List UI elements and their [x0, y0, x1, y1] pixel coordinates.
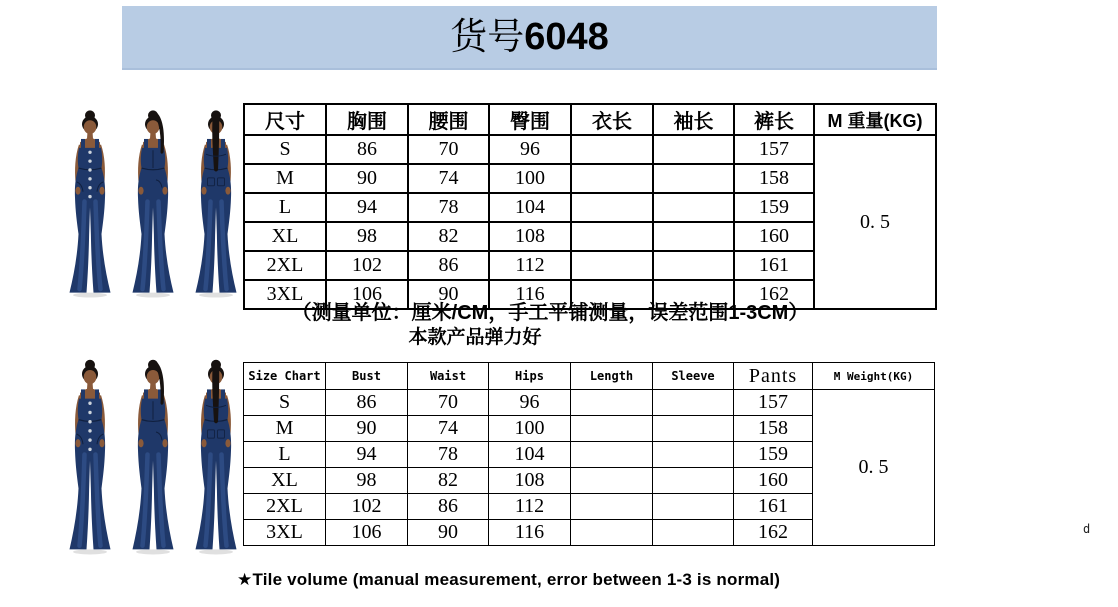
col-sleeve-header: Sleeve: [653, 363, 734, 390]
table-cell: XL: [244, 468, 326, 494]
table-cell: 70: [408, 135, 489, 164]
table-cell: 104: [489, 193, 571, 222]
table-cell: 98: [326, 222, 408, 251]
col-bust-header: Bust: [326, 363, 408, 390]
table-cell: 100: [489, 416, 571, 442]
col-pants-header: Pants: [734, 363, 813, 390]
table-cell: 100: [489, 164, 571, 193]
table-cell: L: [244, 193, 326, 222]
table-cell: 86: [326, 390, 408, 416]
table-cell: 112: [489, 251, 571, 280]
table-cell: [571, 135, 653, 164]
table-cell: 70: [408, 390, 489, 416]
table-cell: 96: [489, 135, 571, 164]
table-cell: 86: [408, 494, 489, 520]
table-cell: [571, 251, 653, 280]
table-cell: 161: [734, 494, 813, 520]
model-front-view: [70, 110, 111, 297]
table-cell: 116: [489, 520, 571, 546]
model-side-view: [133, 110, 174, 297]
table-cell: [571, 416, 653, 442]
table-cell: [571, 468, 653, 494]
table-row: [244, 390, 935, 416]
item-number-label: 货号: [450, 16, 525, 58]
table-cell: 116: [489, 280, 571, 309]
table-cell: 90: [408, 280, 489, 309]
table-cell: [653, 135, 734, 164]
table-cell: 86: [326, 135, 408, 164]
table-cell: 102: [326, 251, 408, 280]
table-cell: 86: [408, 251, 489, 280]
table-cell: [571, 520, 653, 546]
table-cell: [653, 164, 734, 193]
table-cell: [653, 468, 734, 494]
table-cell: 160: [734, 468, 813, 494]
table-cell: XL: [244, 222, 326, 251]
table-cell: 160: [734, 222, 814, 251]
table-cell: 94: [326, 442, 408, 468]
col-length-header: 衣长: [571, 104, 653, 135]
table-cell: S: [244, 135, 326, 164]
table-cell: 82: [408, 468, 489, 494]
table-cell: 3XL: [244, 280, 326, 309]
table-cell: 157: [734, 390, 813, 416]
model-back-view: [196, 110, 237, 297]
table-cell: [653, 390, 734, 416]
table-cell: L: [244, 442, 326, 468]
table-cell: 2XL: [244, 251, 326, 280]
table-cell: [653, 442, 734, 468]
table-cell: 78: [408, 193, 489, 222]
table-cell: [571, 193, 653, 222]
item-number-value: 6048: [524, 16, 609, 58]
table-cell: 98: [326, 468, 408, 494]
table-header-row: [244, 363, 935, 390]
table-cell: 106: [326, 520, 408, 546]
table-cell: [571, 442, 653, 468]
table-cell: 90: [326, 416, 408, 442]
col-waist-header: 腰围: [408, 104, 489, 135]
table-cell: 74: [408, 416, 489, 442]
table-cell: 158: [734, 416, 813, 442]
table-cell: 2XL: [244, 494, 326, 520]
product-photo-top: [58, 103, 245, 300]
table-cell: 90: [408, 520, 489, 546]
table-cell: 158: [734, 164, 814, 193]
table-cell: 161: [734, 251, 814, 280]
col-length-header: Length: [571, 363, 653, 390]
col-hips-header: Hips: [489, 363, 571, 390]
table-cell: 108: [489, 222, 571, 251]
table-cell: [653, 494, 734, 520]
table-cell: 157: [734, 135, 814, 164]
table-cell: 162: [734, 520, 813, 546]
col-size-header: Size Chart: [244, 363, 326, 390]
col-bust-header: 胸围: [326, 104, 408, 135]
table-cell: 159: [734, 193, 814, 222]
table-cell: 108: [489, 468, 571, 494]
table-cell: [653, 251, 734, 280]
table-cell: [571, 494, 653, 520]
table-cell: [653, 222, 734, 251]
table-cell: 102: [326, 494, 408, 520]
table-cell: 78: [408, 442, 489, 468]
table-cell: 159: [734, 442, 813, 468]
table-cell: M: [244, 416, 326, 442]
table-cell: 74: [408, 164, 489, 193]
measurement-note: （测量单位：厘米/CM，手工平铺测量，误差范围1-3CM）: [291, 302, 809, 324]
table-header-row: [244, 104, 936, 135]
table-cell: 82: [408, 222, 489, 251]
table-cell: [571, 390, 653, 416]
table-cell: [653, 193, 734, 222]
table-cell: [571, 164, 653, 193]
col-sleeve-header: 袖长: [653, 104, 734, 135]
table-cell: S: [244, 390, 326, 416]
col-weight-header: M 重量(KG): [814, 104, 936, 135]
table-cell: 112: [489, 494, 571, 520]
table-cell: 106: [326, 280, 408, 309]
table-row: [244, 135, 936, 164]
col-waist-header: Waist: [408, 363, 489, 390]
item-number-banner: [122, 6, 937, 70]
size-table-cn: [243, 103, 937, 310]
table-cell: 104: [489, 442, 571, 468]
table-cell: M: [244, 164, 326, 193]
table-cell: [653, 520, 734, 546]
col-weight-header: M Weight(KG): [813, 363, 935, 390]
table-cell: [571, 222, 653, 251]
col-size-header: 尺寸: [244, 104, 326, 135]
tile-volume-note: ★Tile volume (manual measurement, error between 1-3 is normal): [237, 570, 781, 589]
size-table-en: [243, 362, 935, 546]
table-cell: [653, 416, 734, 442]
table-cell: 90: [326, 164, 408, 193]
table-cell: 96: [489, 390, 571, 416]
col-hips-header: 臀围: [489, 104, 571, 135]
weight-cell: 0. 5: [813, 390, 935, 546]
product-photo-bottom: [58, 352, 245, 557]
table-cell: 94: [326, 193, 408, 222]
stray-character: d: [1083, 522, 1091, 536]
weight-cell: 0. 5: [814, 135, 936, 309]
elasticity-note: 本款产品弹力好: [408, 327, 542, 348]
table-cell: 3XL: [244, 520, 326, 546]
col-pants-header: 裤长: [734, 104, 814, 135]
table-cell: 162: [734, 280, 814, 309]
